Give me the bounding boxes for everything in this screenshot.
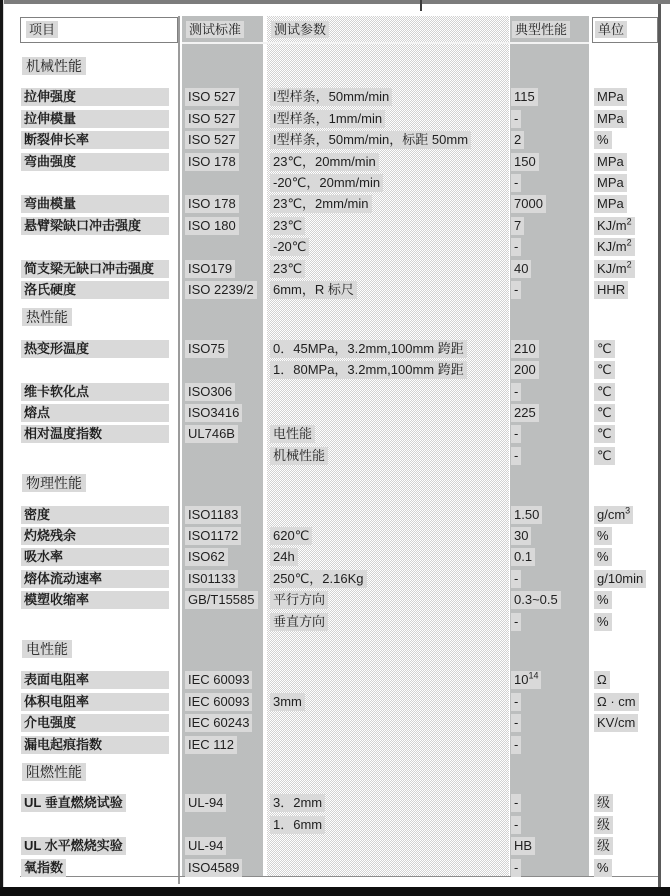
property-name-cell: 洛氏硬度 xyxy=(21,281,169,299)
typical-value-cell: - xyxy=(511,425,521,443)
unit-cell: MPa xyxy=(594,174,627,192)
section-label: 热性能 xyxy=(22,308,72,326)
property-name-cell: UL 垂直燃烧试验 xyxy=(21,794,126,812)
test-param-cell: I型样条，1mm/min xyxy=(270,110,385,128)
test-standard-cell: ISO 527 xyxy=(185,88,239,106)
typical-value-cell: HB xyxy=(511,837,535,855)
property-name-cell: 拉伸强度 xyxy=(21,88,169,106)
unit-cell: Ω · cm xyxy=(594,693,639,711)
typical-value-cell: 7 xyxy=(511,217,524,235)
typical-value-cell: 7000 xyxy=(511,195,546,213)
typical-value-cell: 30 xyxy=(511,527,531,545)
test-param-cell: 23℃，2mm/min xyxy=(270,195,372,213)
test-standard-cell: ISO 2239/2 xyxy=(185,281,257,299)
test-param-cell: 23℃，20mm/min xyxy=(270,153,379,171)
property-name-cell: 表面电阻率 xyxy=(21,671,169,689)
unit-cell: % xyxy=(594,527,612,545)
typical-value-cell: - xyxy=(511,613,521,631)
property-name-cell: 弯曲模量 xyxy=(21,195,169,213)
test-standard-cell: ISO1172 xyxy=(185,527,241,545)
test-param-cell: 24h xyxy=(270,548,298,566)
typical-value-cell: - xyxy=(511,794,521,812)
typical-value-cell: - xyxy=(511,736,521,754)
property-name-cell: 相对温度指数 xyxy=(21,425,169,443)
unit-cell: HHR xyxy=(594,281,628,299)
property-name-cell: 氧指数 xyxy=(21,859,66,877)
typical-value-cell: 200 xyxy=(511,361,539,379)
property-name-cell: 吸水率 xyxy=(21,548,169,566)
typical-value-cell: - xyxy=(511,859,521,877)
window-top-border xyxy=(0,0,670,4)
typical-value-cell: - xyxy=(511,714,521,732)
test-standard-cell: IEC 60093 xyxy=(185,693,252,711)
unit-cell: ℃ xyxy=(594,361,615,379)
test-standard-cell: IEC 60093 xyxy=(185,671,252,689)
test-standard-cell: ISO75 xyxy=(185,340,228,358)
unit-cell: g/10min xyxy=(594,570,646,588)
property-name-cell: 简支梁无缺口冲击强度 xyxy=(21,260,169,278)
column-header-test-standard: 测试标准 xyxy=(186,21,244,38)
typical-value-cell: - xyxy=(511,816,521,834)
window-right-border xyxy=(658,4,661,887)
test-param-cell: 3．2mm xyxy=(270,794,325,812)
typical-value-cell: - xyxy=(511,447,521,465)
table-bottom-line xyxy=(20,876,658,877)
property-name-cell: 悬臂梁缺口冲击强度 xyxy=(21,217,169,235)
typical-value-cell: 150 xyxy=(511,153,539,171)
typical-value-cell: 40 xyxy=(511,260,531,278)
unit-cell: ℃ xyxy=(594,425,615,443)
test-param-cell: 250℃，2.16Kg xyxy=(270,570,367,588)
unit-cell: ℃ xyxy=(594,447,615,465)
typical-value-cell: - xyxy=(511,693,521,711)
property-name-cell: 灼烧残余 xyxy=(21,527,169,545)
test-standard-cell: ISO179 xyxy=(185,260,235,278)
section-label: 机械性能 xyxy=(22,57,86,75)
typical-value-cell: 0.3~0.5 xyxy=(511,591,561,609)
unit-cell: % xyxy=(594,859,612,877)
test-standard-cell: ISO 178 xyxy=(185,153,239,171)
unit-cell: % xyxy=(594,131,612,149)
test-param-cell: 垂直方向 xyxy=(270,613,328,631)
window-bottom-border xyxy=(0,887,670,896)
typical-value-cell: - xyxy=(511,281,521,299)
test-standard-cell: UL-94 xyxy=(185,794,226,812)
unit-cell: $KJ/m^2$ xyxy=(594,217,635,235)
unit-cell: % xyxy=(594,613,612,631)
typical-value-cell: 0.1 xyxy=(511,548,535,566)
test-standard-cell: ISO 527 xyxy=(185,131,239,149)
test-standard-cell: UL746B xyxy=(185,425,238,443)
unit-cell: KV/cm xyxy=(594,714,638,732)
test-param-cell: 0．45MPa，3.2mm,100mm 跨距 xyxy=(270,340,467,358)
column-header-unit: 单位 xyxy=(595,21,627,38)
test-param-cell: 23℃ xyxy=(270,260,305,278)
typical-value-cell: - xyxy=(511,570,521,588)
property-name-cell: 热变形温度 xyxy=(21,340,169,358)
typical-value-cell: - xyxy=(511,238,521,256)
test-standard-cell: GB/T15585 xyxy=(185,591,258,609)
property-name-cell: 熔点 xyxy=(21,404,169,422)
typical-value-cell: 2 xyxy=(511,131,524,149)
unit-cell: Ω xyxy=(594,671,610,689)
test-standard-cell: ISO 178 xyxy=(185,195,239,213)
test-standard-cell: ISO 180 xyxy=(185,217,239,235)
unit-cell: ℃ xyxy=(594,340,615,358)
test-standard-cell: ISO62 xyxy=(185,548,228,566)
property-name-cell: 弯曲强度 xyxy=(21,153,169,171)
top-divider-tick xyxy=(420,0,422,11)
test-standard-cell: ISO306 xyxy=(185,383,235,401)
test-param-cell: 机械性能 xyxy=(270,447,328,465)
typical-value-cell: - xyxy=(511,383,521,401)
typical-value-cell: 225 xyxy=(511,404,539,422)
test-param-cell: 23℃ xyxy=(270,217,305,235)
test-param-cell: 1．80MPa，3.2mm,100mm 跨距 xyxy=(270,361,467,379)
unit-cell: MPa xyxy=(594,110,627,128)
test-param-cell: 6mm，R 标尺 xyxy=(270,281,357,299)
typical-value-cell: - xyxy=(511,174,521,192)
unit-cell: $KJ/m^2$ xyxy=(594,238,635,256)
test-standard-cell: ISO1183 xyxy=(185,506,241,524)
window-left-border-inner xyxy=(3,0,4,896)
typical-value-cell: 1.50 xyxy=(511,506,542,524)
unit-cell: % xyxy=(594,591,612,609)
test-standard-cell: ISO4589 xyxy=(185,859,242,877)
test-param-cell: -20℃，20mm/min xyxy=(270,174,383,192)
property-name-cell: 模塑收缩率 xyxy=(21,591,169,609)
column-header-test-param: 测试参数 xyxy=(271,21,329,38)
column-header-item: 项目 xyxy=(26,21,58,38)
test-standard-cell: ISO 527 xyxy=(185,110,239,128)
property-name-cell: 体积电阻率 xyxy=(21,693,169,711)
section-label: 物理性能 xyxy=(22,474,86,492)
section-label: 阻燃性能 xyxy=(22,763,86,781)
test-param-cell: -20℃ xyxy=(270,238,309,256)
unit-cell: ℃ xyxy=(594,383,615,401)
test-param-cell: 620℃ xyxy=(270,527,312,545)
unit-cell: $KJ/m^2$ xyxy=(594,260,635,278)
test-param-cell: 3mm xyxy=(270,693,305,711)
property-name-cell: 断裂伸长率 xyxy=(21,131,169,149)
property-name-cell: 介电强度 xyxy=(21,714,169,732)
typical-value-cell: $10^{14}$ xyxy=(511,671,541,689)
test-standard-cell: ISO3416 xyxy=(185,404,242,422)
typical-value-cell: - xyxy=(511,110,521,128)
test-param-cell: 1．6mm xyxy=(270,816,325,834)
column-header-typical-value: 典型性能 xyxy=(512,21,570,38)
unit-cell: 级 xyxy=(594,816,613,834)
unit-cell: % xyxy=(594,548,612,566)
unit-cell: MPa xyxy=(594,88,627,106)
unit-cell: $g/cm^3$ xyxy=(594,506,633,524)
unit-cell: 级 xyxy=(594,794,613,812)
unit-cell: MPa xyxy=(594,153,627,171)
property-name-cell: 密度 xyxy=(21,506,169,524)
test-standard-cell: UL-94 xyxy=(185,837,226,855)
test-param-cell: I型样条，50mm/min xyxy=(270,88,392,106)
test-standard-cell: IS01133 xyxy=(185,570,238,588)
unit-cell: 级 xyxy=(594,837,613,855)
property-name-cell: 拉伸模量 xyxy=(21,110,169,128)
property-name-cell: 维卡软化点 xyxy=(21,383,169,401)
header-separator-line xyxy=(182,42,589,44)
unit-cell: ℃ xyxy=(594,404,615,422)
property-name-cell: 熔体流动速率 xyxy=(21,570,169,588)
property-name-cell: 漏电起痕指数 xyxy=(21,736,169,754)
test-param-cell: 平行方向 xyxy=(270,591,328,609)
unit-cell: MPa xyxy=(594,195,627,213)
item-column-divider xyxy=(178,16,180,884)
test-param-cell: I型样条，50mm/min，标距 50mm xyxy=(270,131,471,149)
test-standard-cell: IEC 112 xyxy=(185,736,237,754)
test-param-cell: 电性能 xyxy=(270,425,315,443)
property-name-cell: UL 水平燃烧实验 xyxy=(21,837,126,855)
typical-value-cell: 115 xyxy=(511,88,538,106)
section-label: 电性能 xyxy=(22,640,72,658)
test-standard-cell: IEC 60243 xyxy=(185,714,252,732)
typical-value-cell: 210 xyxy=(511,340,539,358)
